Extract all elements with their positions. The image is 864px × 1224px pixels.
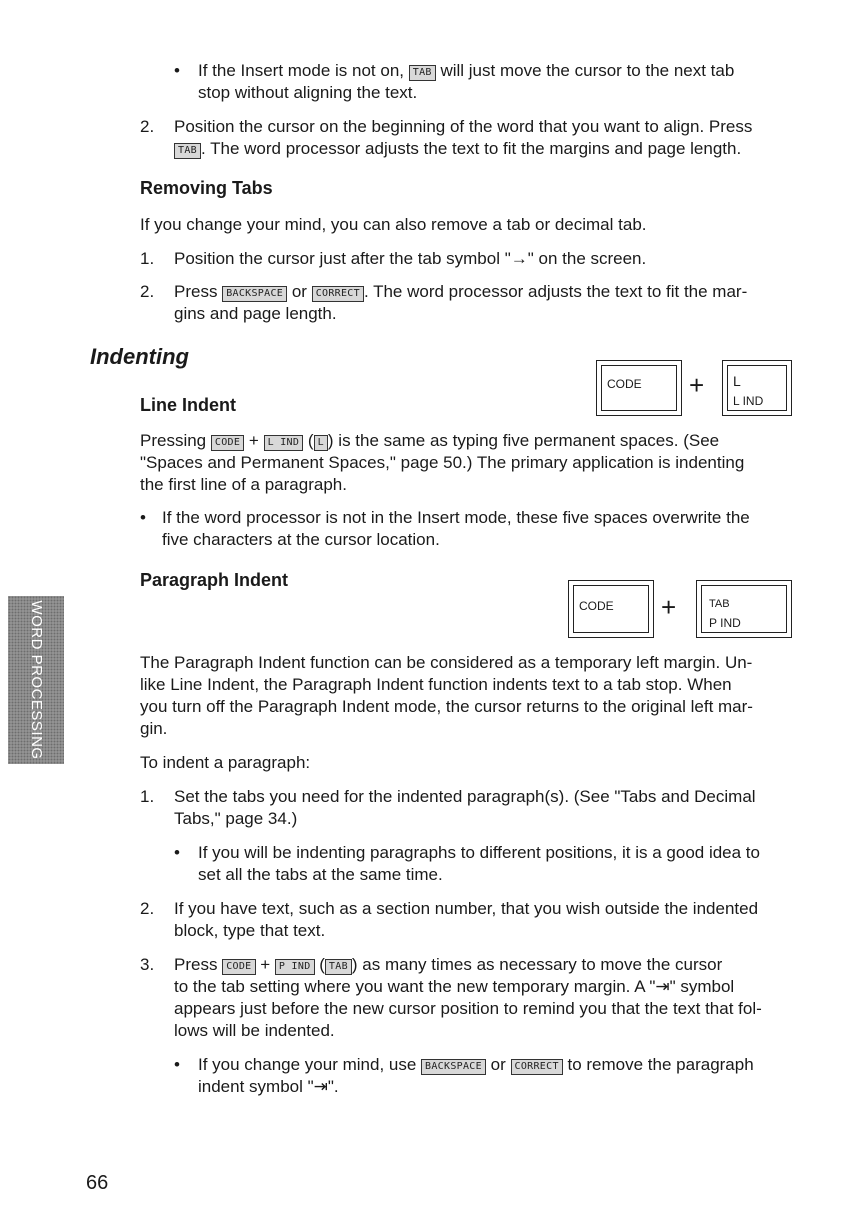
l-key: L [314,435,328,451]
pi-step1-line1: Set the tabs you need for the indented paragraph(s). (See "Tabs and Decimal [174,787,756,806]
code-key-diagram [568,580,654,638]
backspace-key: BACKSPACE [222,286,287,302]
p-ind-key-diagram [696,580,792,638]
text: to remove the paragraph [567,1055,754,1074]
step2-line2 [174,138,741,160]
code-key: CODE [222,959,255,975]
l-ind-key-diagram [722,360,792,416]
intro-bullet-line2: stop without aligning the text. [198,83,418,102]
text: ( [307,431,314,450]
para-indent-desc-line3: you turn off the Paragraph Indent mode, the cursor returns to the original left mar- [140,697,753,716]
tab-key: TAB [325,959,352,975]
plus-sign: + [661,592,677,622]
text: will just move the cursor to the next tab [440,61,735,80]
l-ind-label: L IND [733,394,764,408]
text: ) is the same as typing five permanent spaces. (See [327,431,720,450]
correct-key: CORRECT [511,1059,563,1075]
pi-step3-line2: to the tab setting where you want the new temporary margin. A "⇥" symbol [174,977,735,996]
text: . The word processor adjusts the text to fit the margins and page length. [200,139,742,158]
text: Press [174,282,218,301]
removing-tabs-heading: Removing Tabs [140,178,273,198]
line-indent-para-line2: "Spaces and Permanent Spaces," page 50.) The primary application is indenting [140,453,745,472]
step-number: 2. [140,282,155,301]
pi-step3-line3: appears just before the new cursor position to remind you that the text that fol- [174,999,762,1018]
para-indent-desc-line2: like Line Indent, the Paragraph Indent function indents text to a tab stop. When [140,675,732,694]
text: If you change your mind, use [198,1055,417,1074]
step2-line1: Position the cursor on the beginning of the word that you want to align. Press [174,117,753,136]
bullet-dot: • [174,1055,180,1074]
code-key-label: CODE [579,599,614,613]
code-key-diagram [596,360,682,416]
p-ind-key: P IND [275,959,315,975]
bullet-dot: • [174,61,180,80]
step-number: 3. [140,955,155,974]
step-number: 2. [140,117,155,136]
step-number: 2. [140,899,155,918]
paragraph-indent-heading: Paragraph Indent [140,570,289,590]
text: or [490,1055,506,1074]
intro-bullet-line1 [198,60,734,82]
text: ) as many times as necessary to move the cursor [351,955,723,974]
side-tab-label: WORD PROCESSING [28,600,45,760]
tab-key: TAB [174,143,201,159]
text: . The word processor adjusts the text to fit the mar- [363,282,748,301]
pi-step1-bullet-line2: set all the tabs at the same time. [198,865,443,884]
removing-step1: Position the cursor just after the tab symbol "→" on the screen. [174,249,647,268]
text: + [260,955,271,974]
code-key: CODE [211,435,244,451]
plus-sign: + [689,370,705,400]
text: Pressing [140,431,207,450]
line-indent-bullet-line1: If the word processor is not in the Insert mode, these five spaces overwrite the [162,508,750,527]
backspace-key: BACKSPACE [421,1059,486,1075]
text: or [291,282,307,301]
bullet-dot: • [140,508,146,527]
indenting-heading: Indenting [90,344,189,369]
text: ( [319,955,325,974]
text: Press [174,955,218,974]
page-number: 66 [86,1172,109,1194]
tab-key-label: TAB [709,598,730,610]
para-indent-desc-line1: The Paragraph Indent function can be considered as a temporary left margin. Un- [140,653,753,672]
pi-step3-line4: lows will be indented. [174,1021,335,1040]
bullet-dot: • [174,843,180,862]
code-key-label: CODE [607,377,642,391]
para-indent-desc-line4: gin. [140,719,168,738]
step-number: 1. [140,249,155,268]
pi-step2-line2: block, type that text. [174,921,326,940]
line-indent-para-line3: the first line of a paragraph. [140,475,347,494]
correct-key: CORRECT [312,286,364,302]
removing-step2-line1 [174,281,747,303]
to-indent-text: To indent a paragraph: [140,753,311,772]
line-indent-bullet-line2: five characters at the cursor location. [162,530,440,549]
pi-step1-line2: Tabs," page 34.) [174,809,298,828]
section-side-tab [8,596,64,764]
line-indent-heading: Line Indent [140,395,236,415]
p-ind-label: P IND [709,616,741,630]
step-number: 1. [140,787,155,806]
pi-step3-bullet-line1 [198,1054,754,1076]
tab-key: TAB [409,65,436,81]
line-indent-para-line1 [140,430,719,452]
pi-step2-line1: If you have text, such as a section number, that you wish outside the indented [174,899,759,918]
l-ind-key: L IND [264,435,304,451]
pi-step3-line1 [174,954,722,976]
removing-intro: If you change your mind, you can also remove a tab or decimal tab. [140,215,647,234]
pi-step3-bullet-line2: indent symbol "⇥". [198,1077,339,1096]
text: + [248,431,259,450]
removing-step2-line2: gins and page length. [174,304,337,323]
l-key-label: L [733,373,741,389]
text: If the Insert mode is not on, [198,61,405,80]
pi-step1-bullet-line1: If you will be indenting paragraphs to different positions, it is a good idea to [198,843,760,862]
